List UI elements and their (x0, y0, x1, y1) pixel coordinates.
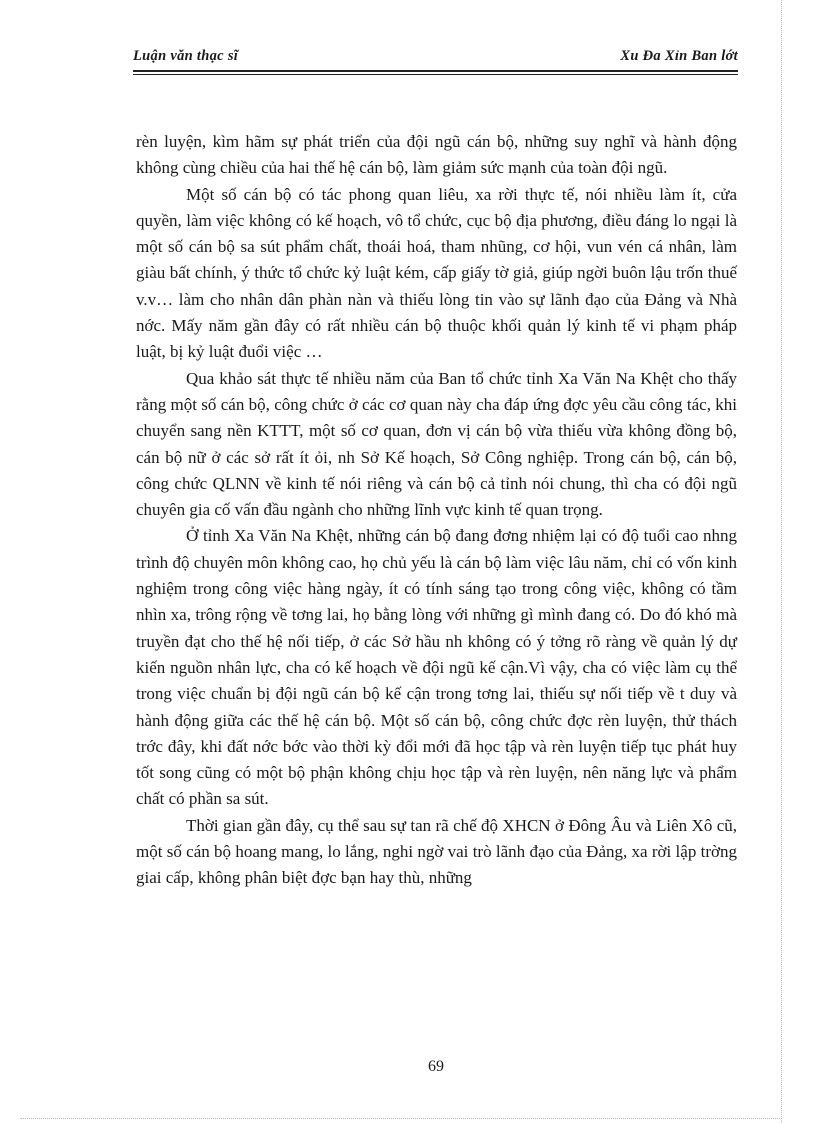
paragraph: Ở tỉnh Xa Văn Na Khệt, những cán bộ đang đơng nhiệm lại có độ tuổi cao nhng trình độ chuyên môn không cao, họ chủ yếu là cán bộ làm việc lâu năm, chỉ có vốn kinh nghiệm trong công việc hàng ngày, ít có tính sáng tạo trong công việc, không có tầm nhìn xa, trông rộng về tơng lai, họ bằng lòng với những gì mình đang có. Do đó khó mà truyền đạt cho thế hệ nối tiếp, ở các Sở hầu nh không có ý tởng rõ ràng về quản lý dự kiến nguồn nhân lực, cha có kế hoạch về đội ngũ kế cận.Vì vậy, cha có việc làm cụ thể trong việc chuẩn bị đội ngũ cán bộ kế cận trong tơng lai, thiếu sự nối tiếp về t duy và hành động giữa các thế hệ cán bộ. Một số cán bộ, công chức đợc rèn luyện, thử thách trớc đây, khi đất nớc bớc vào thời kỳ đổi mới đã học tập và rèn luyện tiếp tục phát huy tốt song cũng có một bộ phận không chịu học tập và rèn luyện, nên năng lực và phẩm chất có phần sa sút. (136, 526, 737, 809)
page-header (133, 48, 738, 70)
page-number: 69 (428, 1058, 444, 1075)
header-left-title: Luận văn thạc sĩ (133, 48, 239, 64)
body-text (136, 129, 737, 892)
header-author: Xu Đa Xỉn Ban lớt (620, 48, 738, 64)
paragraph: rèn luyện, kìm hãm sự phát triển của đội ngũ cán bộ, những suy nghĩ và hành động không cùng chiều của hai thế hệ cán bộ, làm giảm sức mạnh của toàn đội ngũ. (136, 132, 737, 178)
page-edge-bottom (20, 1118, 782, 1119)
paragraph: Một số cán bộ có tác phong quan liêu, xa rời thực tế, nói nhiều làm ít, cửa quyền, làm việc không có kế hoạch, vô tổ chức, cục bộ địa phương, điều đáng lo ngại là một số cán bộ sa sút phẩm chất, thoái hoá, tham nhũng, cơ hội, vun vén cá nhân, làm giàu bất chính, ý thức tổ chức kỷ luật kém, cấp giấy tờ giả, giúp ngời buôn lậu trốn thuế v.v… làm cho nhân dân phàn nàn và thiếu lòng tin vào sự lãnh đạo của Đảng và Nhà nớc. Mấy năm gần đây có rất nhiều cán bộ thuộc khối quản lý kinh tế vi phạm pháp luật, bị kỷ luật đuổi việc … (136, 184, 737, 362)
paragraph: Qua khảo sát thực tế nhiều năm của Ban tổ chức tỉnh Xa Văn Na Khệt cho thấy rằng một số cán bộ, công chức ở các cơ quan này cha đáp ứng đợc yêu cầu công tác, khi chuyển sang nền KTTT, một số cơ quan, đơn vị cán bộ vừa thiếu vừa không đồng bộ, cán bộ nữ ở các sở rất ít ỏi, nh Sở Kế hoạch, Sở Công nghiệp. Trong cán bộ, cán bộ, công chức QLNN về kinh tế nói riêng và cán bộ cả tỉnh nói chung, thì cha có đội ngũ chuyên gia cố vấn đầu ngành cho những lĩnh vực kinh tế quan trọng. (136, 368, 737, 520)
paragraph: Thời gian gần đây, cụ thể sau sự tan rã chế độ XHCN ở Đông Âu và Liên Xô cũ, một số cán bộ hoang mang, lo lắng, nghi ngờ vai trò lãnh đạo của Đảng, xa rời lập trờng giai cấp, không phân biệt đợc bạn hay thù, những (136, 815, 737, 888)
header-rule (133, 70, 738, 75)
